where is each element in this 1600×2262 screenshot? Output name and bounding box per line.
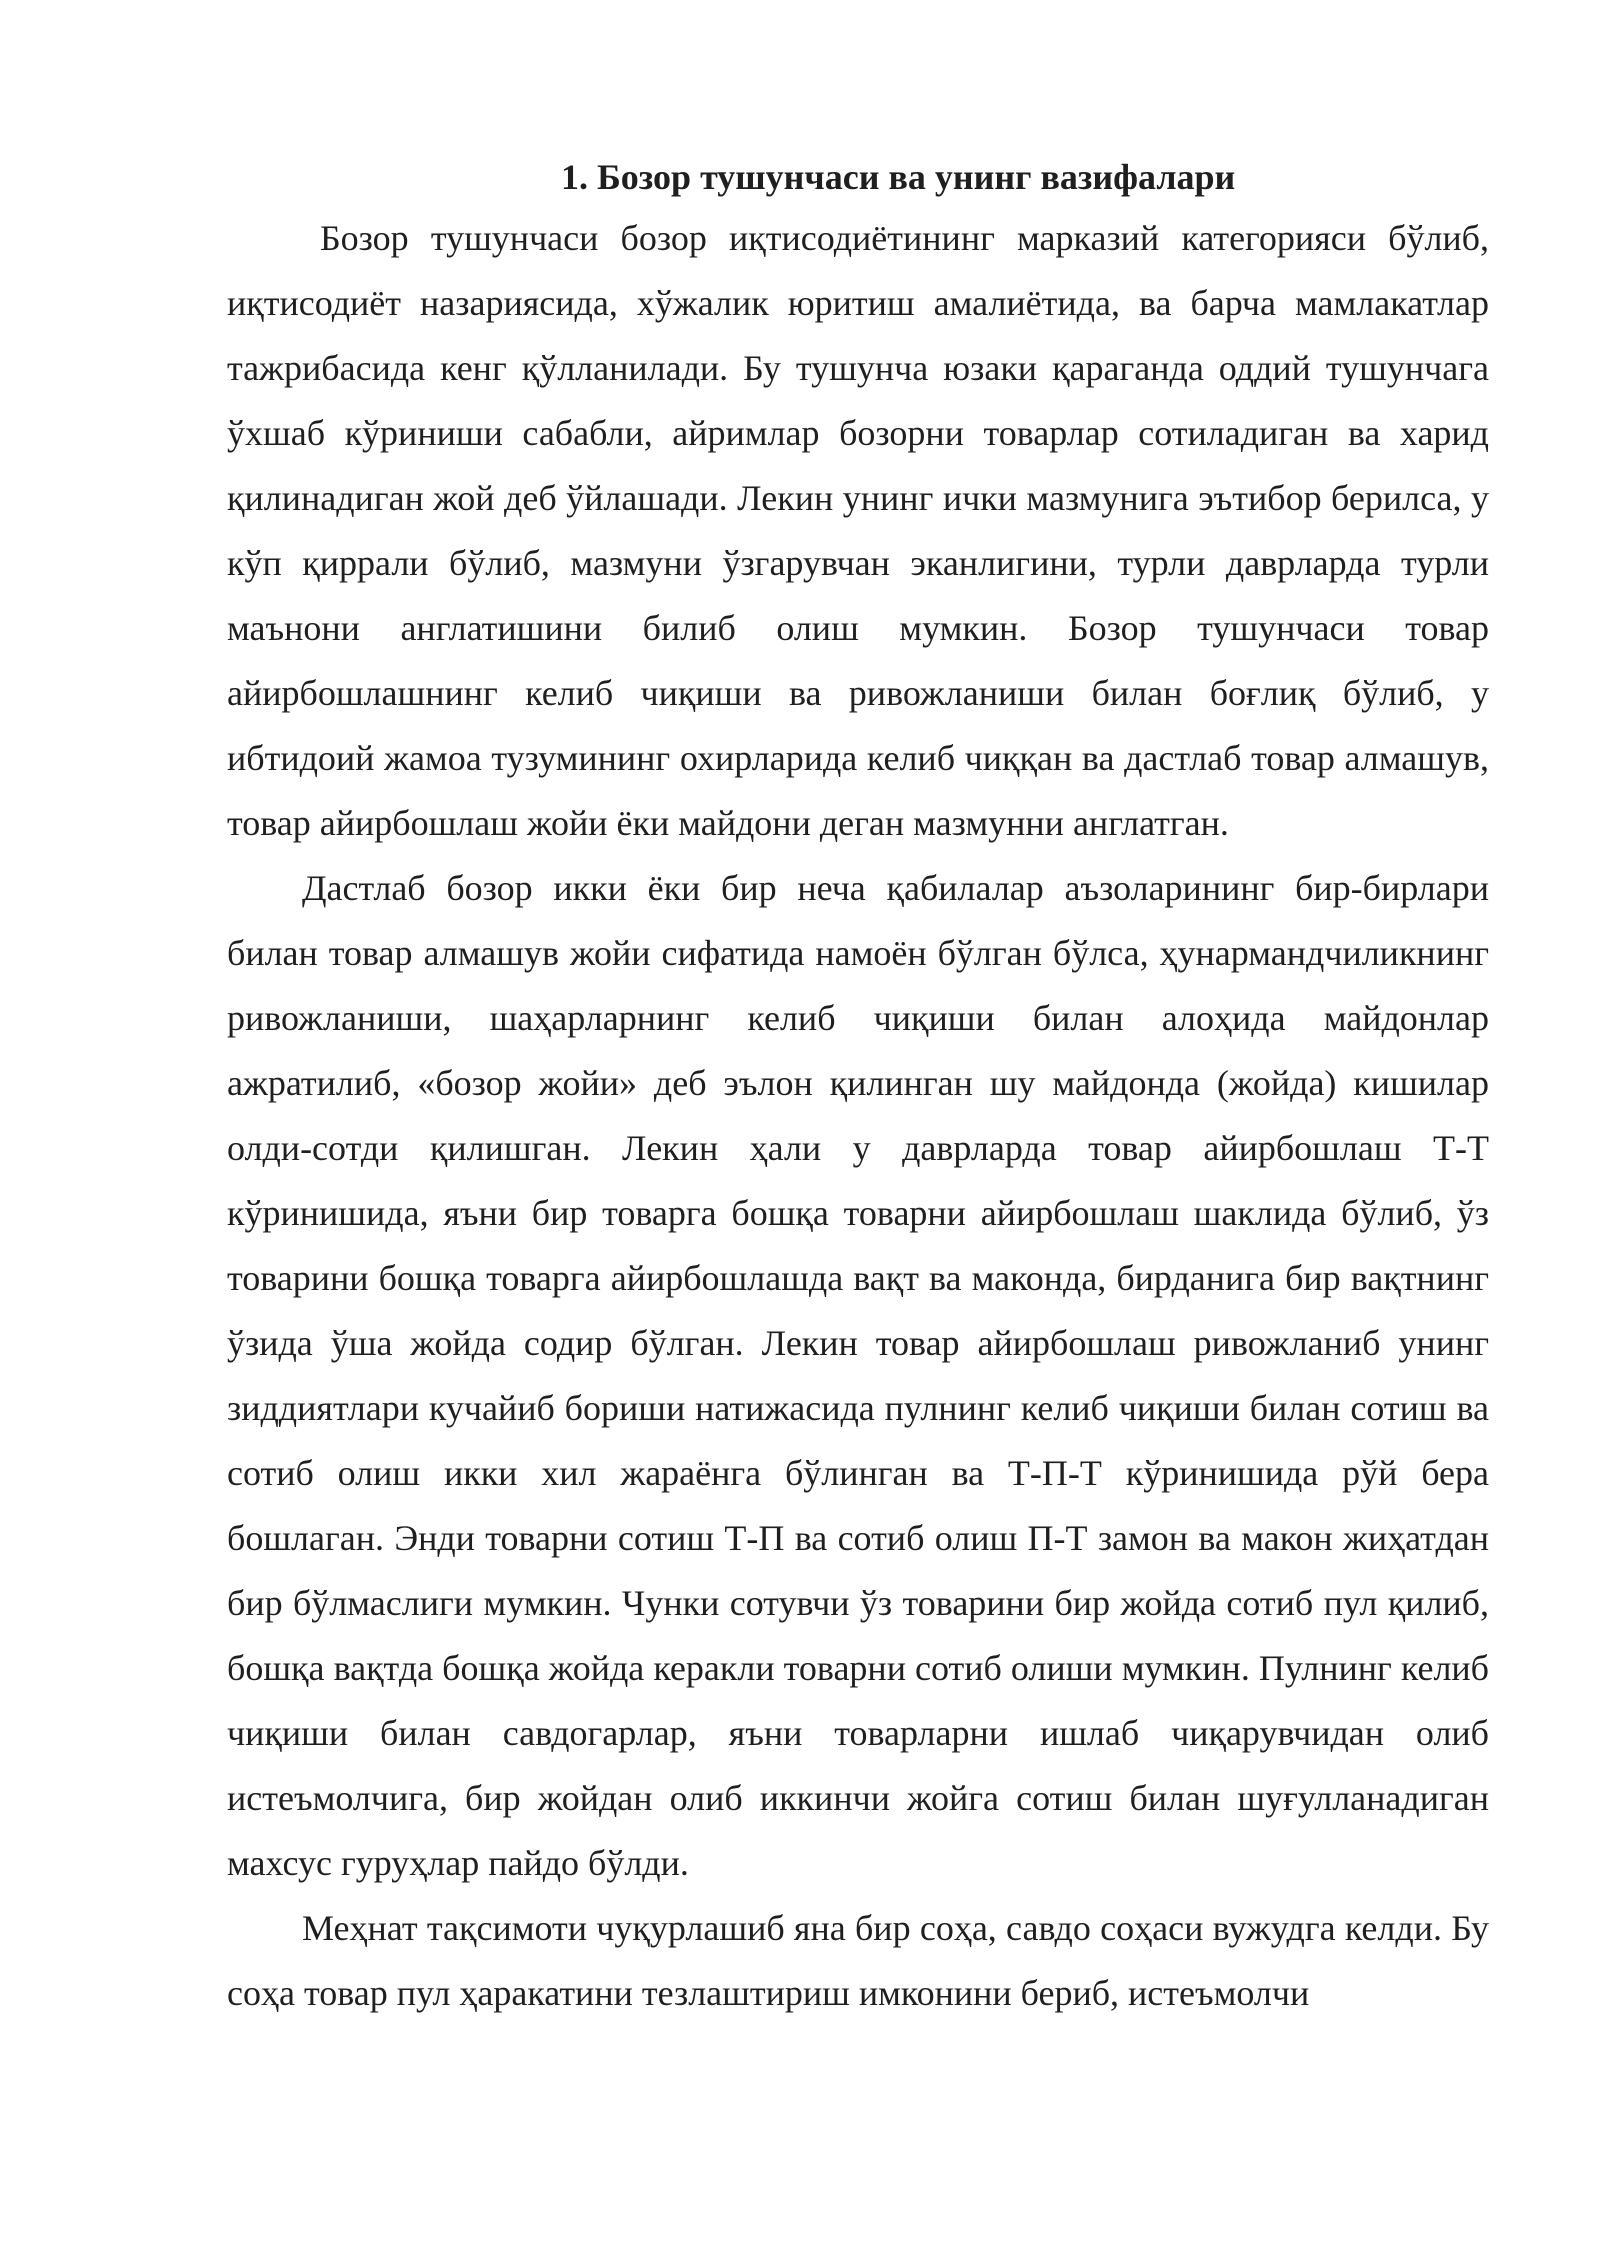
document-body [227,148,1489,2026]
paragraph-trade-sector: Меҳнат тақсимоти чуқурлашиб яна бир соҳа, савдо соҳаси вужудга келди. Бу соҳа товар пул ҳаракатини тезлаштириш имконини бериб, истеъмолчи [227,1908,1489,2013]
section-title: 1. Бозор тушунчаси ва унинг вазифалари [561,157,1236,197]
paragraph-market-concept: Бозор тушунчаси бозор иқтисодиётининг марказий категорияси бўлиб, иқтисодиёт назариясида, хўжалик юритиш амалиётида, ва барча мамлакатлар тажрибасида кенг қўлланилади. Бу тушунча юзаки қараганда оддий тушунчага ўхшаб кўриниши сабабли, айримлар бозорни товарлар сотиладиган ва харид қилинадиган жой деб ўйлашади. Лекин унинг ички мазмунига эътибор берилса, у кўп қиррали бўлиб, мазмуни ўзгарувчан эканлигини, турли даврларда турли маънони англатишини билиб олиш мумкин. Бозор тушунчаси товар айирбошлашнинг келиб чиқиши ва ривожланиши билан боғлиқ бўлиб, у ибтидоий жамоа тузумининг охирларида келиб чиққан ва дастлаб товар алмашув, товар айирбошлаш жойи ёки майдони деган мазмунни англатган. [227,218,1489,843]
paragraph-market-history: Дастлаб бозор икки ёки бир неча қабилалар аъзоларининг бир-бирлари билан товар алмашув жойи сифатида намоён бўлган бўлса, ҳунармандчиликнинг ривожланиши, шаҳарларнинг келиб чиқиши билан алоҳида майдонлар ажратилиб, «бозор жойи» деб эълон қилинган шу майдонда (жойда) кишилар олди-сотди қилишган. Лекин ҳали у даврларда товар айирбошлаш Т-Т кўринишида, яъни бир товарга бошқа товарни айирбошлаш шаклида бўлиб, ўз товарини бошқа товарга айирбошлашда вақт ва маконда, бирданига бир вақтнинг ўзида ўша жойда содир бўлган. Лекин товар айирбошлаш ривожланиб унинг зиддиятлари кучайиб бориши натижасида пулнинг келиб чиқиши билан сотиш ва сотиб олиш икки хил жараёнга бўлинган ва Т-П-Т кўринишида рўй бера бошлаган. Энди товарни сотиш Т-П ва сотиб олиш П-Т замон ва макон жиҳатдан бир бўлмаслиги мумкин. Чунки сотувчи ўз товарини бир жойда сотиб пул қилиб, бошқа вақтда бошқа жойда керакли товарни сотиб олиши мумкин. Пулнинг келиб чиқиши билан савдогарлар, яъни товарларни ишлаб чиқарувчидан олиб истеъмолчига, бир жойдан олиб иккинчи жойга сотиш билан шуғулланадиган махсус гуруҳлар пайдо бўлди. [227,868,1489,1883]
